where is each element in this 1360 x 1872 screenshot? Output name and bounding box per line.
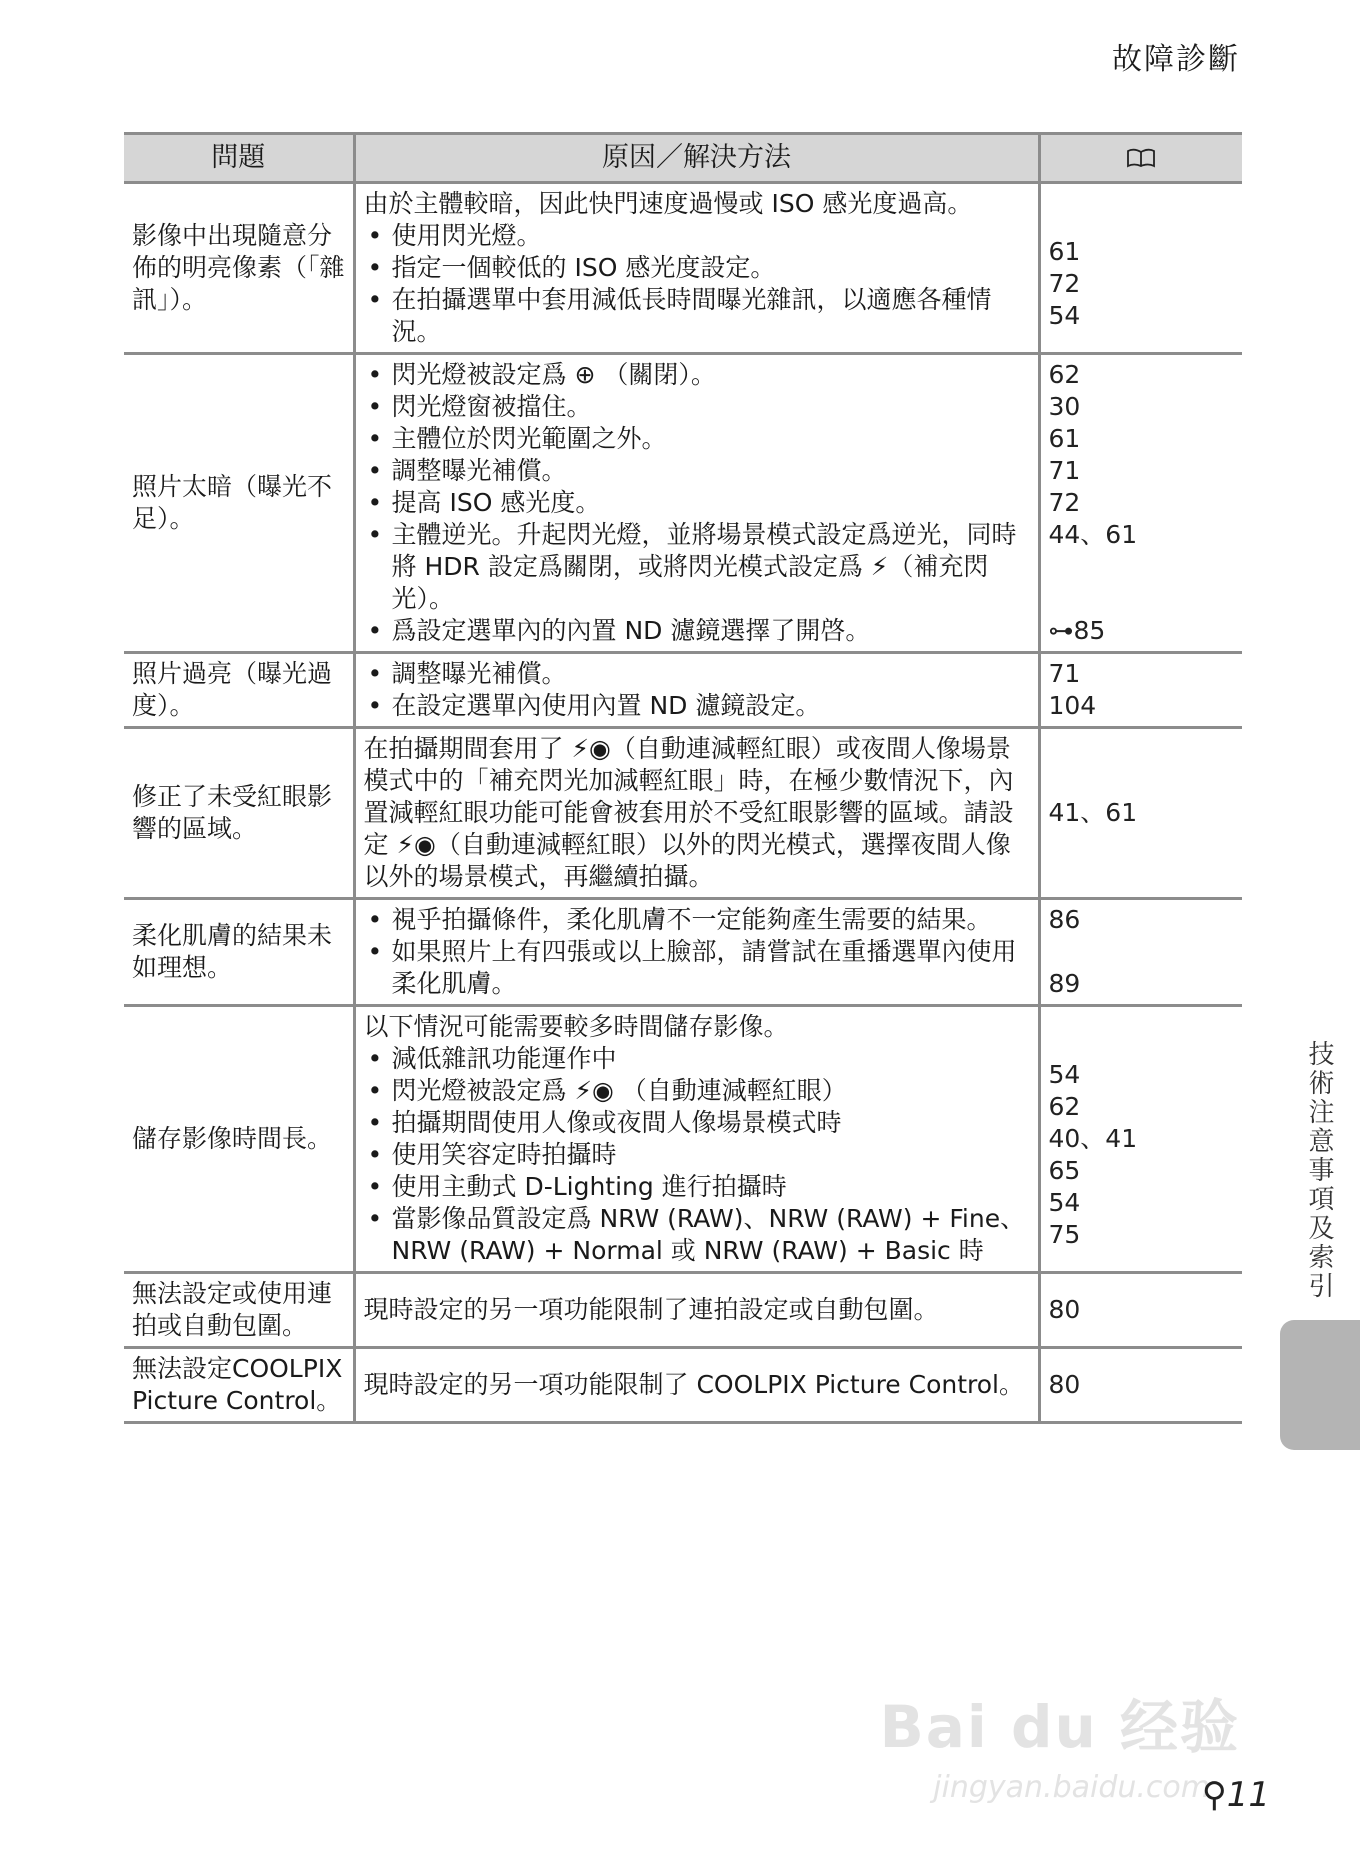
page-ref: 71 (1048, 659, 1081, 688)
watermark-logo: Bai du 经验 (879, 1693, 1240, 1761)
list-item: • 使用閃光燈。 (364, 220, 1030, 252)
page-ref: 30 (1048, 392, 1081, 421)
cause-cell (354, 1348, 1039, 1423)
problem-cell: 無法設定或使用連拍或自動包圍。 (124, 1273, 354, 1348)
page-ref: 62 (1048, 1092, 1081, 1121)
page-ref: 61 (1048, 424, 1081, 453)
problem-cell: 照片太暗（曝光不足）。 (124, 354, 354, 653)
column-header-cause-solution: 原因／解決方法 (354, 134, 1039, 183)
page-ref: 71 (1048, 456, 1081, 485)
cause-lead: 現時設定的另一項功能限制了連拍設定或自動包圍。 (363, 1295, 939, 1324)
list-item: • 提高 ISO 感光度。 (364, 487, 1030, 519)
list-item: • 閃光燈被設定爲 ⚡◉ （自動連減輕紅眼） (364, 1075, 1030, 1107)
troubleshooting-table (124, 132, 1242, 1424)
book-icon (1126, 148, 1156, 168)
list-item: • 減低雜訊功能運作中 (364, 1043, 1030, 1075)
page-ref-cell (1039, 728, 1242, 899)
cause-cell (354, 1006, 1039, 1273)
watermark-url: jingyan.baidu.com (933, 1770, 1210, 1805)
page-ref: 104 (1048, 691, 1097, 720)
list-item: • 調整曝光補償。 (364, 455, 1030, 487)
problem-cell: 儲存影像時間長。 (124, 1006, 354, 1273)
list-item: • 當影像品質設定爲 NRW (RAW)、NRW (RAW) + Fine、NRW (RAW) + Normal 或 NRW (RAW) + Basic 時 (364, 1203, 1030, 1267)
table-row (124, 899, 1242, 1006)
table-row (124, 1273, 1242, 1348)
page-ref: 72 (1048, 269, 1081, 298)
cause-list (364, 220, 1030, 348)
page-ref: 80 (1048, 1295, 1081, 1324)
page-ref-cell (1039, 1006, 1242, 1273)
page-ref: 54 (1048, 1060, 1081, 1089)
column-header-page-ref (1039, 134, 1242, 183)
list-item: • 主體逆光。升起閃光燈，並將場景模式設定爲逆光，同時將 HDR 設定爲關閉，或將閃光模式設定爲 ⚡（補充閃光）。 (364, 519, 1030, 615)
list-item: • 主體位於閃光範圍之外。 (364, 423, 1030, 455)
page-ref: 44、61 (1048, 520, 1138, 549)
page-ref: 89 (1048, 969, 1081, 998)
list-item: • 使用主動式 D-Lighting 進行拍攝時 (364, 1171, 1030, 1203)
list-item: • 閃光燈窗被擋住。 (364, 391, 1030, 423)
list-item: • 在設定選單內使用內置 ND 濾鏡設定。 (364, 690, 1030, 722)
list-item: • 調整曝光補償。 (364, 658, 1030, 690)
table-row (124, 1348, 1242, 1423)
page-ref: 41、61 (1048, 798, 1138, 827)
page-ref: 72 (1048, 488, 1081, 517)
page-number: ⚲11 (1201, 1775, 1270, 1815)
page-ref: 80 (1048, 1370, 1081, 1399)
page-ref: 54 (1048, 301, 1081, 330)
problem-cell: 影像中出現隨意分佈的明亮像素（「雜訊」）。 (124, 183, 354, 354)
page-ref: 62 (1048, 360, 1081, 389)
list-item: • 拍攝期間使用人像或夜間人像場景模式時 (364, 1107, 1030, 1139)
list-item: • 視乎拍攝條件，柔化肌膚不一定能夠產生需要的結果。 (364, 904, 1030, 936)
cause-cell (354, 653, 1039, 728)
section-thumb-tab (1280, 1320, 1360, 1450)
table-row (124, 354, 1242, 653)
cause-list (364, 1043, 1030, 1267)
page-ref-cell (1039, 899, 1242, 1006)
page-ref: 54 (1048, 1188, 1081, 1217)
list-item: • 如果照片上有四張或以上臉部，請嘗試在重播選單內使用柔化肌膚。 (364, 936, 1030, 1000)
page-header-title: 故障診斷 (1112, 42, 1240, 77)
table-header-row (124, 134, 1242, 183)
table-row (124, 653, 1242, 728)
section-side-label: 技術注意事項及索引 (1304, 1040, 1334, 1301)
list-item: • 在拍攝選單中套用減低長時間曝光雜訊，以適應各種情況。 (364, 284, 1030, 348)
problem-cell: 柔化肌膚的結果未如理想。 (124, 899, 354, 1006)
page-ref: 75 (1048, 1220, 1081, 1249)
page-ref-cell (1039, 183, 1242, 354)
page-ref-cell (1039, 1348, 1242, 1423)
problem-cell: 修正了未受紅眼影響的區域。 (124, 728, 354, 899)
cause-lead: 以下情況可能需要較多時間儲存影像。 (363, 1012, 789, 1041)
cause-cell (354, 354, 1039, 653)
page-ref: ⊶85 (1048, 616, 1106, 645)
cause-cell (354, 183, 1039, 354)
problem-cell: 照片過亮（曝光過度）。 (124, 653, 354, 728)
cause-list (364, 359, 1030, 647)
page-ref-cell (1039, 653, 1242, 728)
page-ref: 61 (1048, 237, 1081, 266)
page-ref: 86 (1048, 905, 1081, 934)
list-item: • 指定一個較低的 ISO 感光度設定。 (364, 252, 1030, 284)
page-ref: 65 (1048, 1156, 1081, 1185)
cause-list (364, 658, 1030, 722)
cause-lead: 在拍攝期間套用了 ⚡◉（自動連減輕紅眼）或夜間人像場景模式中的「補充閃光加減輕紅眼」時，在極少數情況下，內置減輕紅眼功能可能會被套用於不受紅眼影響的區域。請設定 ⚡◉（自動連減輕紅眼）以外的閃光模式，選擇夜間人像以外的場景模式，再繼續拍攝。 (363, 734, 1014, 891)
list-item: • 爲設定選單內的內置 ND 濾鏡選擇了開啓。 (364, 615, 1030, 647)
cause-list (364, 904, 1030, 1000)
list-item: • 閃光燈被設定爲 ⊕ （關閉）。 (364, 359, 1030, 391)
list-item: • 使用笑容定時拍攝時 (364, 1139, 1030, 1171)
table-row (124, 183, 1242, 354)
cause-lead: 現時設定的另一項功能限制了 COOLPIX Picture Control。 (363, 1370, 1024, 1399)
page-ref-cell (1039, 1273, 1242, 1348)
table-row (124, 1006, 1242, 1273)
cause-cell (354, 728, 1039, 899)
column-header-problem: 問題 (124, 134, 354, 183)
problem-cell: 無法設定COOLPIX Picture Control。 (124, 1348, 354, 1423)
cause-cell (354, 1273, 1039, 1348)
page-ref: 40、41 (1048, 1124, 1138, 1153)
page-ref-cell (1039, 354, 1242, 653)
cause-lead: 由於主體較暗，因此快門速度過慢或 ISO 感光度過高。 (363, 189, 973, 218)
cause-cell (354, 899, 1039, 1006)
table-row (124, 728, 1242, 899)
